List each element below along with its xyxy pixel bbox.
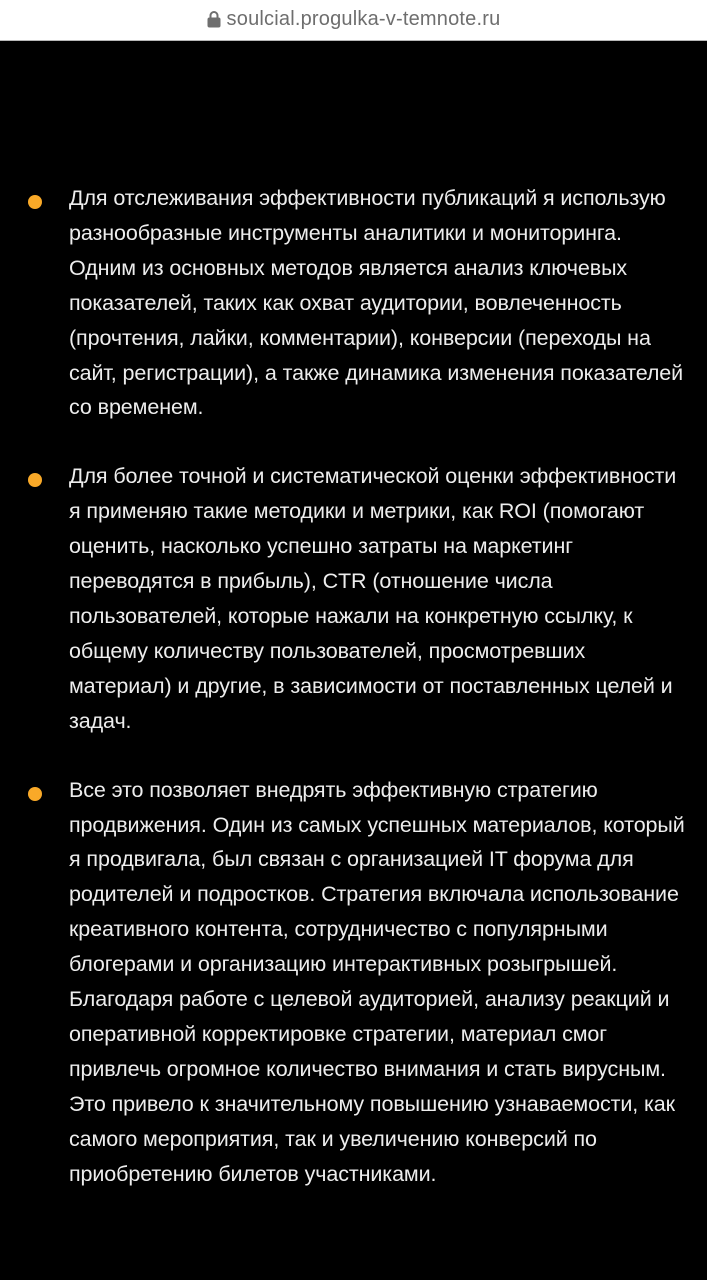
url-field[interactable] (207, 8, 501, 31)
list-item (0, 773, 707, 1192)
list-item-text: Все это позволяет внедрять эффективную стратегию продвижения. Один из самых успешных материалов, который я продвигала, был связан с организацией IT форума для родителей и подростков. Стратегия включала использование креативного контента, сотрудничество с популярными блогерами и организацию интерактивных розыгрышей. Благодаря работе с целевой аудиторией, анализу реакций и оперативной корректировке стратегии, материал смог привлечь огромное количество внимания и стать вирусным. Это привело к значительному повышению узнаваемости, как самого мероприятия, так и увеличению конверсий по приобретению билетов участниками. (69, 777, 685, 1186)
list-item-text: Для более точной и систематической оценки эффективности я применяю такие методики и метрики, как ROI (помогают оценить, насколько успешно затраты на маркетинг переводятся в прибыль), CTR (отношение числа пользователей, которые нажали на конкретную ссылку, к общему количеству пользователей, просмотревших материал) и другие, в зависимости от поставленных целей и задач. (69, 464, 677, 733)
article-content (0, 41, 707, 1191)
url-text: soulcial.progulka-v-temnote.ru (226, 7, 501, 30)
list-item (0, 459, 707, 738)
list-item-text: Для отслеживания эффективности публикаций я использую разнообразные инструменты аналитики и мониторинга. Одним из основных методов является анализ ключевых показателей, таких как охват аудитории, вовлеченность (прочтения, лайки, комментарии), конверсии (переходы на сайт, регистрации), а также динамика изменения показателей со временем. (69, 186, 684, 420)
browser-address-bar[interactable] (0, 0, 707, 41)
bullet-dot-icon (28, 473, 42, 487)
bullet-dot-icon (28, 787, 42, 801)
lock-icon (207, 10, 221, 28)
list-item (0, 181, 707, 425)
bullet-dot-icon (28, 195, 42, 209)
